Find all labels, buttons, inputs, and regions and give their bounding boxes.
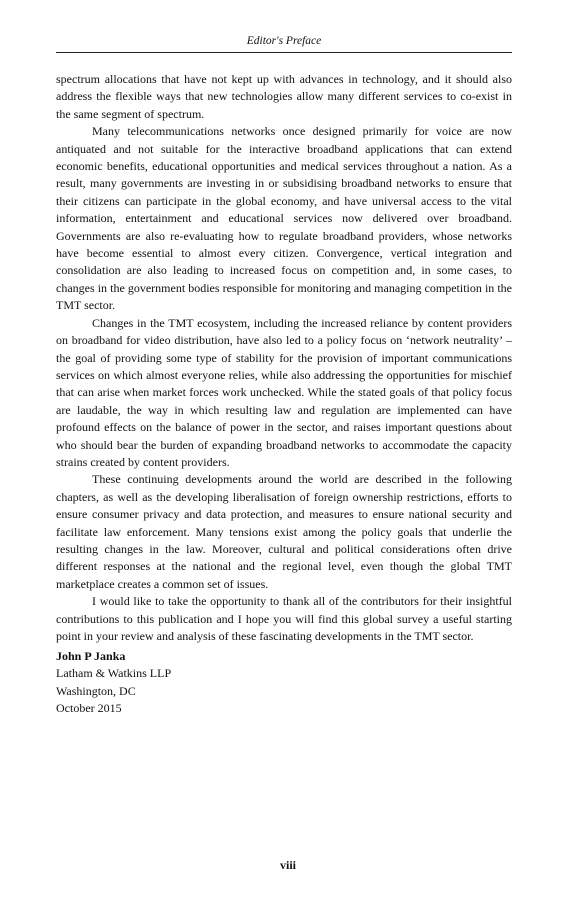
preface-body: [56, 71, 512, 645]
paragraph-continuation: spectrum allocations that have not kept up with advances in technology, and it should also address the flexible ways that new technologies allow many different services to co-exist in the same segment of spectrum.: [56, 72, 512, 121]
page-number: viii: [279, 858, 296, 872]
paragraph: These continuing developments around the world are described in the following chapters, as well as the developing liberalisation of foreign ownership restrictions, efforts to ensure consumer privacy and data protection, and measures to ensure national security and facilitate law enforcement. Many tensions exist among the policy goals that underlie the resulting changes in the law. Moreover, cultural and political considerations often drive different responses at the national and the regional level, even though the global TMT marketplace creates a common set of issues.: [56, 472, 512, 591]
signature-date: October 2015: [56, 701, 122, 716]
running-head: Editor's Preface: [246, 35, 322, 47]
signature-block: [56, 648, 171, 718]
author-location: Washington, DC: [56, 683, 136, 698]
paragraph: I would like to take the opportunity to thank all of the contributors for their insightful contributions to this publication and I hope you will find this global survey a useful starting point in your review and analysis of these fascinating developments in the TMT sector.: [56, 594, 512, 643]
author-name: John P Janka: [56, 649, 126, 663]
paragraph: Many telecommunications networks once designed primarily for voice are now antiquated and not suitable for the interactive broadband applications that can extend economic benefits, educational opportunities and medical services throughout a nation. As a result, many governments are investing in or subsidising broadband networks to ensure that their citizens can participate in the global economy, and have universal access to the vital information, entertainment and educational services now delivered over broadband. Governments are also re-evaluating how to regulate broadband providers, whose networks have become essential to almost every citizen. Convergence, vertical integration and consolidation are also leading to increased focus on competition and, in some cases, to changes in the government bodies responsible for monitoring and managing competition in the TMT sector.: [56, 124, 512, 313]
paragraph: Changes in the TMT ecosystem, including the increased reliance by content providers on broadband for video distribution, have also led to a policy focus on ‘network neutrality’ – the goal of providing some type of stability for the provision of important communications services on which almost everyone relies, while also addressing the opportunities for mischief that can arise when market forces work unchecked. While the stated goals of that policy focus are laudable, the way in which resulting law and regulation are implemented can have profound effects on the balance of power in the sector, and raises important questions about who should bear the burden of expanding broadband networks to accommodate the capacity strains created by content providers.: [56, 315, 512, 469]
header-rule: [56, 52, 512, 53]
author-firm: Latham & Watkins LLP: [56, 666, 172, 681]
